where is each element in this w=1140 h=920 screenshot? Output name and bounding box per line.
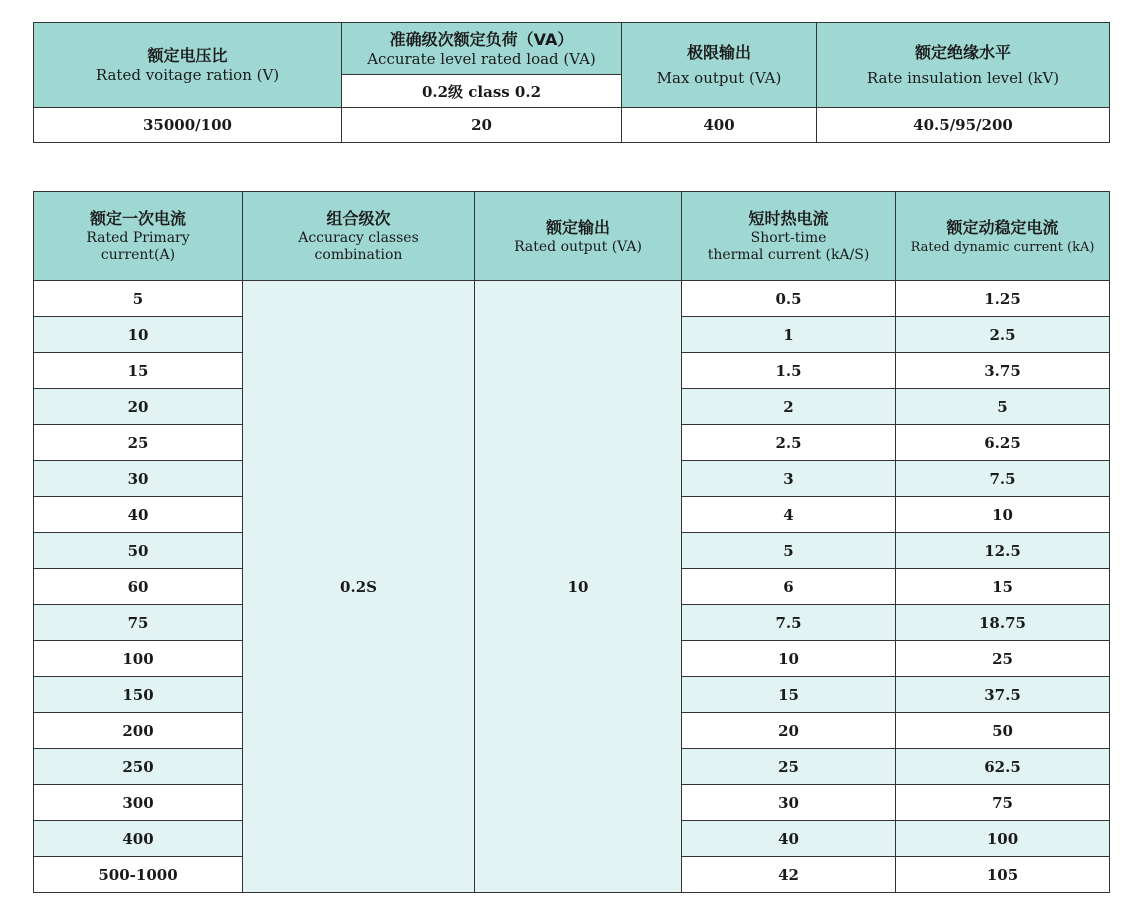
cell-thermal-current: 2 — [682, 389, 896, 425]
cell-dynamic-current: 105 — [896, 857, 1110, 893]
cell-accuracy-combination: 0.2S — [243, 281, 475, 893]
header-dynamic-current — [896, 192, 1110, 281]
header-dynamic-current-en: Rated dynamic current (kA) — [910, 239, 1095, 255]
cell-dynamic-current: 12.5 — [896, 533, 1110, 569]
cell-primary-current: 250 — [34, 749, 243, 785]
header-rated-primary-current — [34, 192, 243, 281]
cell-dynamic-current: 25 — [896, 641, 1110, 677]
cell-dynamic-current: 6.25 — [896, 425, 1110, 461]
header-accuracy-combination-en: Accuracy classes combination — [298, 230, 419, 263]
cell-primary-current: 500-1000 — [34, 857, 243, 893]
cell-thermal-current: 2.5 — [682, 425, 896, 461]
cell-thermal-current: 42 — [682, 857, 896, 893]
cell-primary-current: 15 — [34, 353, 243, 389]
header-thermal-current-en-1: Short-time — [750, 230, 827, 246]
header-load-class-sub: 0.2级 class 0.2 — [342, 75, 622, 108]
cell-thermal-current: 10 — [682, 641, 896, 677]
header-max-output — [622, 23, 817, 108]
current-table-body — [34, 281, 1110, 893]
cell-primary-current: 150 — [34, 677, 243, 713]
cell-thermal-current: 1 — [682, 317, 896, 353]
cell-rated-voltage: 35000/100 — [34, 108, 342, 143]
cell-dynamic-current: 37.5 — [896, 677, 1110, 713]
cell-primary-current: 75 — [34, 605, 243, 641]
header-rated-load-en: Accurate level rated load (VA) — [367, 49, 596, 68]
cell-primary-current: 50 — [34, 533, 243, 569]
cell-dynamic-current: 50 — [896, 713, 1110, 749]
header-max-output-en: Max output (VA) — [656, 69, 782, 87]
header-insulation-level-en: Rate insulation level (kV) — [866, 69, 1060, 87]
cell-rated-load: 20 — [342, 108, 622, 143]
cell-dynamic-current: 18.75 — [896, 605, 1110, 641]
cell-primary-current: 25 — [34, 425, 243, 461]
cell-thermal-current: 4 — [682, 497, 896, 533]
header-accuracy-combination — [243, 192, 475, 281]
header-insulation-level-cn: 额定绝缘水平 — [914, 43, 1011, 62]
cell-dynamic-current: 1.25 — [896, 281, 1110, 317]
header-rated-primary-current-cn: 额定一次电流 — [89, 209, 186, 228]
header-rated-output-en: Rated output (VA) — [514, 238, 642, 255]
cell-primary-current: 300 — [34, 785, 243, 821]
cell-primary-current: 10 — [34, 317, 243, 353]
header-rated-voltage-cn: 额定电压比 — [147, 46, 228, 65]
cell-dynamic-current: 3.75 — [896, 353, 1110, 389]
header-dynamic-current-cn: 额定动稳定电流 — [946, 217, 1059, 237]
header-thermal-current-en-2: thermal current (kA/S) — [707, 247, 870, 263]
header-rated-voltage — [34, 23, 342, 108]
voltage-spec-table — [33, 22, 1110, 143]
cell-thermal-current: 30 — [682, 785, 896, 821]
cell-thermal-current: 1.5 — [682, 353, 896, 389]
cell-primary-current: 40 — [34, 497, 243, 533]
cell-primary-current: 400 — [34, 821, 243, 857]
header-rated-load-cn: 准确级次额定负荷（VA） — [389, 29, 574, 49]
header-rated-output — [475, 192, 682, 281]
header-max-output-cn: 极限输出 — [686, 43, 751, 62]
cell-dynamic-current: 10 — [896, 497, 1110, 533]
table-row — [34, 281, 1110, 317]
header-thermal-current-cn: 短时热电流 — [748, 209, 829, 228]
cell-primary-current: 200 — [34, 713, 243, 749]
header-rated-load — [342, 23, 622, 75]
cell-thermal-current: 5 — [682, 533, 896, 569]
cell-dynamic-current: 100 — [896, 821, 1110, 857]
header-rated-voltage-en: Rated voitage ration (V) — [95, 66, 280, 84]
header-rated-primary-current-en: Rated Primary current(A) — [86, 230, 190, 263]
cell-thermal-current: 20 — [682, 713, 896, 749]
cell-thermal-current: 6 — [682, 569, 896, 605]
cell-thermal-current: 15 — [682, 677, 896, 713]
cell-thermal-current: 0.5 — [682, 281, 896, 317]
cell-dynamic-current: 5 — [896, 389, 1110, 425]
cell-primary-current: 100 — [34, 641, 243, 677]
cell-dynamic-current: 2.5 — [896, 317, 1110, 353]
cell-thermal-current: 3 — [682, 461, 896, 497]
cell-primary-current: 20 — [34, 389, 243, 425]
cell-dynamic-current: 7.5 — [896, 461, 1110, 497]
cell-primary-current: 30 — [34, 461, 243, 497]
cell-insulation-level: 40.5/95/200 — [817, 108, 1110, 143]
cell-primary-current: 5 — [34, 281, 243, 317]
header-accuracy-combination-cn: 组合级次 — [326, 209, 391, 228]
cell-rated-output: 10 — [475, 281, 682, 893]
header-thermal-current — [682, 192, 896, 281]
header-insulation-level — [817, 23, 1110, 108]
cell-primary-current: 60 — [34, 569, 243, 605]
cell-dynamic-current: 75 — [896, 785, 1110, 821]
cell-thermal-current: 40 — [682, 821, 896, 857]
cell-dynamic-current: 62.5 — [896, 749, 1110, 785]
cell-max-output: 400 — [622, 108, 817, 143]
cell-thermal-current: 7.5 — [682, 605, 896, 641]
header-rated-output-cn: 额定输出 — [545, 217, 610, 237]
current-spec-table — [33, 191, 1110, 893]
cell-thermal-current: 25 — [682, 749, 896, 785]
cell-dynamic-current: 15 — [896, 569, 1110, 605]
